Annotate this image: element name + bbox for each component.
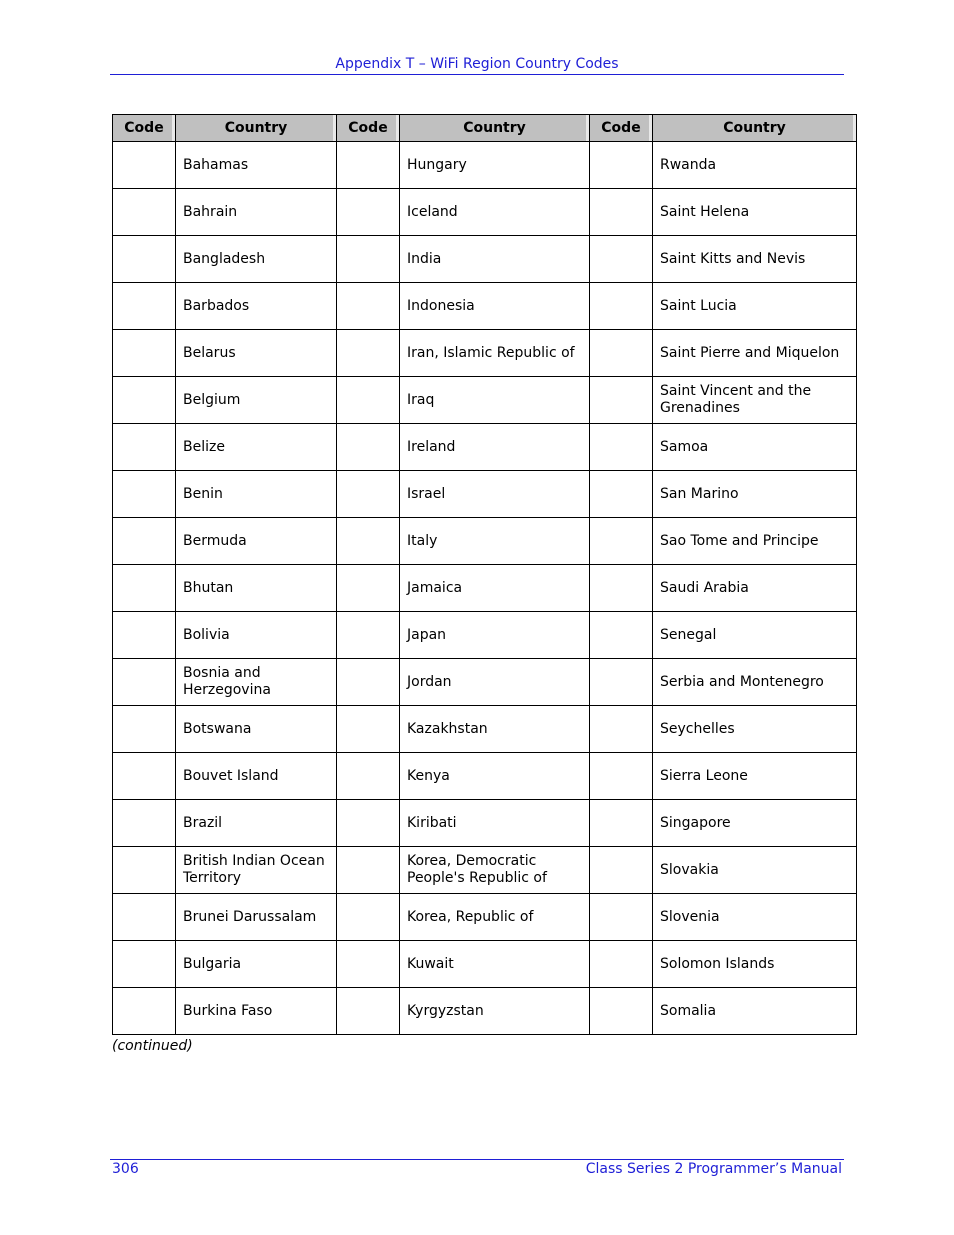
code-cell: [113, 753, 176, 800]
code-cell: [113, 377, 176, 424]
country-cell: Jordan: [400, 659, 590, 706]
country-cell: Ireland: [400, 424, 590, 471]
code-cell: [590, 612, 653, 659]
code-cell: [337, 847, 400, 894]
country-cell: Samoa: [653, 424, 857, 471]
table-row: [113, 659, 857, 706]
country-code-table: [112, 114, 857, 1035]
country-cell: Sierra Leone: [653, 753, 857, 800]
code-cell: [113, 706, 176, 753]
country-cell: Burkina Faso: [176, 988, 337, 1035]
code-cell: [590, 518, 653, 565]
header-divider: [110, 74, 844, 75]
country-cell: Serbia and Montenegro: [653, 659, 857, 706]
country-cell: Italy: [400, 518, 590, 565]
country-cell: Indonesia: [400, 283, 590, 330]
code-cell: [590, 236, 653, 283]
country-cell: Bhutan: [176, 565, 337, 612]
country-cell: Brunei Darussalam: [176, 894, 337, 941]
column-header-code: Code: [590, 115, 653, 142]
country-cell: Iran, Islamic Republic of: [400, 330, 590, 377]
country-cell: Solomon Islands: [653, 941, 857, 988]
code-cell: [113, 471, 176, 518]
country-cell: Singapore: [653, 800, 857, 847]
country-cell: Bouvet Island: [176, 753, 337, 800]
country-cell: Jamaica: [400, 565, 590, 612]
code-cell: [113, 565, 176, 612]
code-cell: [113, 941, 176, 988]
country-cell: Senegal: [653, 612, 857, 659]
country-cell: Kuwait: [400, 941, 590, 988]
code-cell: [337, 424, 400, 471]
country-cell: Kyrgyzstan: [400, 988, 590, 1035]
country-cell: Barbados: [176, 283, 337, 330]
country-cell: Benin: [176, 471, 337, 518]
code-cell: [337, 706, 400, 753]
code-cell: [337, 894, 400, 941]
country-cell: Bahrain: [176, 189, 337, 236]
page-number: 306: [112, 1161, 139, 1177]
code-cell: [113, 236, 176, 283]
country-cell: Saint Lucia: [653, 283, 857, 330]
country-cell: Saint Helena: [653, 189, 857, 236]
table-row: [113, 847, 857, 894]
code-cell: [113, 142, 176, 189]
code-cell: [590, 988, 653, 1035]
code-cell: [590, 142, 653, 189]
country-cell: Bosnia and Herzegovina: [176, 659, 337, 706]
table-header-row: [113, 115, 857, 142]
country-cell: Seychelles: [653, 706, 857, 753]
code-cell: [337, 753, 400, 800]
country-cell: Bermuda: [176, 518, 337, 565]
code-cell: [337, 941, 400, 988]
table-row: [113, 894, 857, 941]
table-row: [113, 941, 857, 988]
country-cell: Bahamas: [176, 142, 337, 189]
code-cell: [590, 377, 653, 424]
code-cell: [590, 706, 653, 753]
table-row: [113, 706, 857, 753]
table-row: [113, 189, 857, 236]
code-cell: [113, 988, 176, 1035]
code-cell: [113, 612, 176, 659]
country-cell: Israel: [400, 471, 590, 518]
table-row: [113, 142, 857, 189]
code-cell: [590, 283, 653, 330]
code-cell: [590, 424, 653, 471]
code-cell: [590, 800, 653, 847]
table-row: [113, 283, 857, 330]
country-cell: San Marino: [653, 471, 857, 518]
code-cell: [113, 424, 176, 471]
code-cell: [113, 330, 176, 377]
code-cell: [337, 189, 400, 236]
continued-note: (continued): [112, 1038, 193, 1054]
country-cell: India: [400, 236, 590, 283]
table-row: [113, 236, 857, 283]
code-cell: [337, 800, 400, 847]
country-cell: Rwanda: [653, 142, 857, 189]
country-cell: Sao Tome and Principe: [653, 518, 857, 565]
code-cell: [337, 471, 400, 518]
country-cell: Hungary: [400, 142, 590, 189]
table-row: [113, 518, 857, 565]
code-cell: [590, 753, 653, 800]
table-row: [113, 612, 857, 659]
table-row: [113, 753, 857, 800]
country-cell: Kazakhstan: [400, 706, 590, 753]
code-cell: [590, 894, 653, 941]
country-cell: Slovakia: [653, 847, 857, 894]
country-cell: Saint Pierre and Miquelon: [653, 330, 857, 377]
code-cell: [590, 941, 653, 988]
country-cell: Korea, Republic of: [400, 894, 590, 941]
table-row: [113, 424, 857, 471]
country-cell: Belgium: [176, 377, 337, 424]
table-row: [113, 377, 857, 424]
country-cell: Iceland: [400, 189, 590, 236]
code-cell: [337, 330, 400, 377]
country-cell: Belarus: [176, 330, 337, 377]
table-row: [113, 565, 857, 612]
code-cell: [337, 236, 400, 283]
code-cell: [113, 283, 176, 330]
code-cell: [337, 659, 400, 706]
column-header-code: Code: [337, 115, 400, 142]
code-cell: [113, 847, 176, 894]
code-cell: [113, 518, 176, 565]
code-cell: [337, 283, 400, 330]
code-cell: [337, 518, 400, 565]
table-row: [113, 988, 857, 1035]
country-cell: Bangladesh: [176, 236, 337, 283]
code-cell: [590, 847, 653, 894]
country-cell: Belize: [176, 424, 337, 471]
country-cell: Brazil: [176, 800, 337, 847]
code-cell: [590, 659, 653, 706]
code-cell: [590, 189, 653, 236]
country-cell: Somalia: [653, 988, 857, 1035]
country-cell: Bolivia: [176, 612, 337, 659]
code-cell: [337, 988, 400, 1035]
country-cell: Slovenia: [653, 894, 857, 941]
code-cell: [113, 659, 176, 706]
country-cell: Saudi Arabia: [653, 565, 857, 612]
manual-title: Class Series 2 Programmer’s Manual: [585, 1161, 842, 1177]
code-cell: [337, 565, 400, 612]
column-header-country: Country: [176, 115, 337, 142]
country-cell: Saint Kitts and Nevis: [653, 236, 857, 283]
table-row: [113, 800, 857, 847]
table-body: [113, 142, 857, 1035]
column-header-country: Country: [653, 115, 857, 142]
code-cell: [337, 142, 400, 189]
column-header-code: Code: [113, 115, 176, 142]
column-header-country: Country: [400, 115, 590, 142]
page-header-title: Appendix T – WiFi Region Country Codes: [335, 56, 619, 72]
footer-divider: [110, 1159, 844, 1160]
country-cell: British Indian Ocean Territory: [176, 847, 337, 894]
table-row: [113, 330, 857, 377]
code-cell: [590, 471, 653, 518]
country-cell: Saint Vincent and the Grenadines: [653, 377, 857, 424]
code-cell: [337, 612, 400, 659]
code-cell: [113, 189, 176, 236]
country-cell: Iraq: [400, 377, 590, 424]
country-cell: Kiribati: [400, 800, 590, 847]
code-cell: [113, 800, 176, 847]
table-row: [113, 471, 857, 518]
country-cell: Korea, Democratic People's Republic of: [400, 847, 590, 894]
country-cell: Botswana: [176, 706, 337, 753]
code-cell: [113, 894, 176, 941]
code-cell: [590, 330, 653, 377]
country-cell: Kenya: [400, 753, 590, 800]
code-cell: [590, 565, 653, 612]
code-cell: [337, 377, 400, 424]
country-cell: Bulgaria: [176, 941, 337, 988]
country-cell: Japan: [400, 612, 590, 659]
